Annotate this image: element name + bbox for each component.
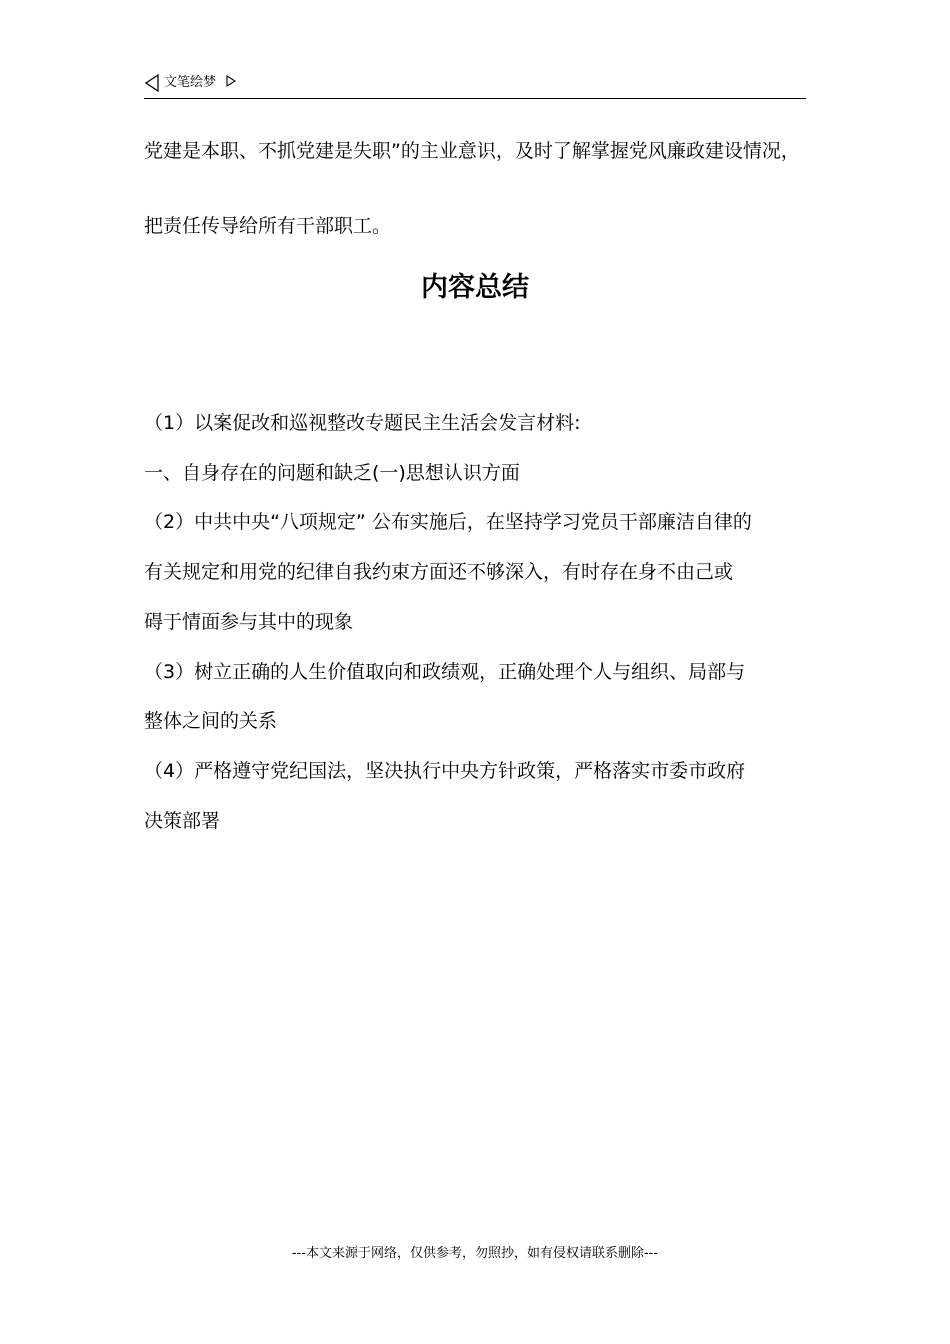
summary-line: 有关规定和用党的纪律自我约束方面还不够深入，有时存在身不由己或 (144, 561, 734, 583)
page-header (144, 72, 806, 99)
intro-line-2: 把责任传导给所有干部职工。 (144, 215, 392, 237)
summary-title: 内容总结 (421, 272, 529, 303)
header-brand-group (144, 74, 236, 92)
summary-line: 整体之间的关系 (144, 710, 278, 732)
summary-line: （3）树立正确的人生价值取向和政绩观，正确处理个人与组织、局部与 (144, 661, 746, 683)
intro-line-1: 党建是本职、不抓党建是失职”的主业意识，及时了解掌握党风廉政建设情况， (144, 140, 800, 162)
summary-line: 一、自身存在的问题和缺乏(一)思想认识方面 (144, 462, 520, 484)
summary-line: （2）中共中央“八项规定” 公布实施后，在坚持学习党员干部廉洁自律的 (144, 511, 752, 533)
summary-line: （4）严格遵守党纪国法，坚决执行中央方针政策，严格落实市委市政府 (144, 760, 746, 782)
summary-line: 决策部署 (144, 810, 221, 832)
summary-line: （1）以案促改和巡视整改专题民主生活会发言材料: (144, 412, 581, 434)
triangle-right-icon (226, 75, 236, 87)
footer-disclaimer: ---本文来源于网络，仅供参考，勿照抄，如有侵权请联系删除--- (291, 1246, 659, 1261)
summary-line: 碍于情面参与其中的现象 (144, 611, 354, 633)
triangle-left-icon (144, 74, 160, 92)
header-brand: 文笔绘梦 (164, 75, 217, 90)
